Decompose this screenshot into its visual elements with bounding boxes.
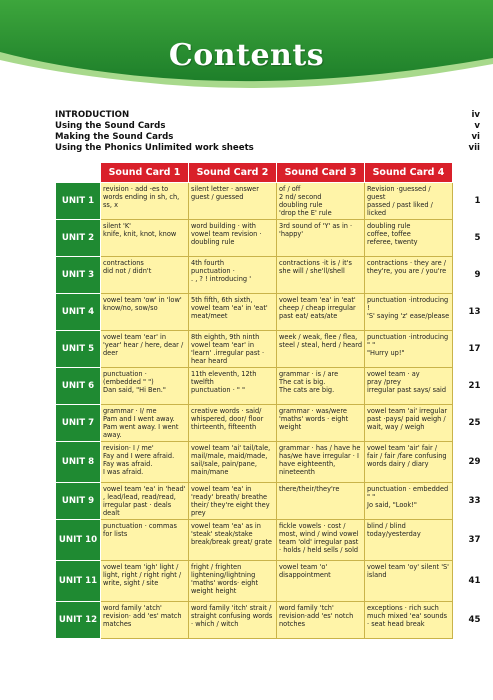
intro-list bbox=[55, 110, 480, 154]
lesson-text: 8th eighth, 9th ninth vowel team 'ear' in 'learn' .irregular past · hear heard bbox=[191, 333, 265, 365]
unit-label: UNIT 6 bbox=[56, 368, 101, 405]
lesson-text: grammar · I/ me Pam and I went away. Pam went away. I went away. bbox=[103, 407, 179, 439]
lesson-text: there/their/they're bbox=[279, 485, 340, 493]
lesson-text: vowel team 'o' disappointment bbox=[279, 563, 331, 579]
lesson-text: doubling rule coffee, toffee referee, twenty bbox=[367, 222, 418, 246]
lesson-cell bbox=[277, 368, 365, 405]
lesson-cell bbox=[365, 220, 453, 257]
lesson-text: 11th eleventh, 12th twelfth punctuation · " " bbox=[191, 370, 257, 394]
lesson-cell bbox=[277, 294, 365, 331]
lesson-text: word family 'atch' revision· add 'es' match matches bbox=[103, 604, 182, 628]
lesson-text: fright / frighten lightening/lightning 'maths' words· eight weight height bbox=[191, 563, 259, 595]
lesson-text: 4th fourth punctuation · . , ? ! introducing ' bbox=[191, 259, 252, 283]
unit-page-number[interactable]: 45 bbox=[453, 602, 481, 639]
lesson-cell bbox=[365, 442, 453, 483]
lesson-text: vowel team 'ea' in 'head' , lead/lead, read/read, irregular past · deals dealt bbox=[103, 485, 186, 517]
intro-label: Making the Sound Cards bbox=[55, 132, 174, 142]
lesson-cell bbox=[189, 442, 277, 483]
lesson-text: vowel team 'ea' as in 'steak' steak/stake break/break great/ grate bbox=[191, 522, 272, 546]
lesson-cell bbox=[189, 405, 277, 442]
unit-page-number[interactable]: 29 bbox=[453, 442, 481, 483]
unit-label: UNIT 5 bbox=[56, 331, 101, 368]
unit-page-number[interactable]: 13 bbox=[453, 294, 481, 331]
unit-label: UNIT 3 bbox=[56, 257, 101, 294]
lesson-cell bbox=[277, 561, 365, 602]
lesson-text: vowel team 'air' fair / fair / fair /fare confusing words dairy / diary bbox=[367, 444, 447, 468]
unit-page-number[interactable]: 17 bbox=[453, 331, 481, 368]
lesson-text: silent 'K' knife, knit, knot, know bbox=[103, 222, 177, 238]
lesson-text: grammar · is / are The cat is big. The cats are big. bbox=[279, 370, 339, 394]
lesson-cell bbox=[101, 257, 189, 294]
header-sound-card-2: Sound Card 2 bbox=[189, 163, 277, 183]
lesson-text: word family 'itch' strait / straight confusing words · which / witch bbox=[191, 604, 273, 628]
lesson-text: vowel team 'oy' silent 'S' island bbox=[367, 563, 450, 579]
lesson-text: fickle vowels · cost / most, wind / wind vowel team 'old' irregular past · holds / held sells / sold bbox=[279, 522, 359, 554]
lesson-text: vowel team 'ow' in 'low' know/no, sow/so bbox=[103, 296, 182, 312]
lesson-cell bbox=[189, 331, 277, 368]
intro-row[interactable] bbox=[55, 132, 480, 143]
lesson-cell bbox=[189, 183, 277, 220]
lesson-cell bbox=[277, 183, 365, 220]
lesson-cell bbox=[365, 483, 453, 520]
table-row bbox=[56, 257, 481, 294]
contents-table bbox=[55, 162, 481, 639]
lesson-cell bbox=[101, 483, 189, 520]
lesson-text: punctuation · commas for lists bbox=[103, 522, 177, 538]
lesson-cell bbox=[101, 294, 189, 331]
intro-page-number: iv bbox=[471, 110, 480, 120]
intro-label: Using the Phonics Unlimited work sheets bbox=[55, 143, 254, 153]
lesson-text: revision · add -es to words ending in sh, ch, ss, x bbox=[103, 185, 180, 209]
lesson-text: vowel team 'ea' in 'ready' breath/ breathe their/ they're eight they prey bbox=[191, 485, 270, 517]
header-sound-card-3: Sound Card 3 bbox=[277, 163, 365, 183]
table-header-row bbox=[56, 163, 481, 183]
table-row bbox=[56, 405, 481, 442]
lesson-cell bbox=[277, 483, 365, 520]
lesson-text: vowel team 'ea' in 'eat' cheep / cheap irregular past eat/ eats/ate bbox=[279, 296, 356, 320]
lesson-cell bbox=[365, 257, 453, 294]
unit-page-number[interactable]: 1 bbox=[453, 183, 481, 220]
unit-page-number[interactable]: 21 bbox=[453, 368, 481, 405]
intro-label: INTRODUCTION bbox=[55, 110, 130, 120]
lesson-text: word family 'tch' revision·add 'es' notch notches bbox=[279, 604, 354, 628]
lesson-text: grammar · was/were 'maths' words · eight weight bbox=[279, 407, 349, 431]
lesson-cell bbox=[365, 405, 453, 442]
lesson-cell bbox=[189, 220, 277, 257]
lesson-cell bbox=[101, 183, 189, 220]
lesson-text: vowel team · ay pray /prey irregular past says/ said bbox=[367, 370, 447, 394]
lesson-cell bbox=[365, 183, 453, 220]
lesson-cell bbox=[277, 602, 365, 639]
unit-label: UNIT 9 bbox=[56, 483, 101, 520]
unit-page-number[interactable]: 33 bbox=[453, 483, 481, 520]
unit-label: UNIT 4 bbox=[56, 294, 101, 331]
lesson-cell bbox=[189, 257, 277, 294]
lesson-cell bbox=[101, 561, 189, 602]
lesson-text: punctuation · (embedded " ") Dan said, "Hi Ben." bbox=[103, 370, 166, 394]
lesson-text: vowel team 'ear' in 'year' hear / here, dear / deer bbox=[103, 333, 184, 357]
lesson-cell bbox=[189, 294, 277, 331]
table-row bbox=[56, 520, 481, 561]
lesson-cell bbox=[189, 561, 277, 602]
lesson-text: contractions did not / didn't bbox=[103, 259, 152, 275]
unit-label: UNIT 2 bbox=[56, 220, 101, 257]
lesson-cell bbox=[189, 602, 277, 639]
unit-label: UNIT 10 bbox=[56, 520, 101, 561]
table-row bbox=[56, 220, 481, 257]
unit-page-number[interactable]: 5 bbox=[453, 220, 481, 257]
lesson-cell bbox=[277, 257, 365, 294]
table-row bbox=[56, 442, 481, 483]
lesson-cell bbox=[189, 368, 277, 405]
lesson-cell bbox=[277, 520, 365, 561]
header-sound-card-1: Sound Card 1 bbox=[101, 163, 189, 183]
table-row bbox=[56, 331, 481, 368]
intro-row[interactable] bbox=[55, 110, 480, 121]
table-row bbox=[56, 602, 481, 639]
lesson-text: vowel team 'ai' irregular past ·pays/ paid weigh / wait, way / weigh bbox=[367, 407, 448, 431]
lesson-text: vowel team 'ai' tail/tale, mail/male, maid/made, sail/sale, pain/pane, main/mane bbox=[191, 444, 271, 476]
unit-label: UNIT 12 bbox=[56, 602, 101, 639]
lesson-cell bbox=[365, 561, 453, 602]
page-title: Contents bbox=[168, 38, 325, 73]
lesson-cell bbox=[101, 442, 189, 483]
lesson-text: contractions · they are / they're, you are / you're bbox=[367, 259, 447, 275]
unit-page-number[interactable]: 37 bbox=[453, 520, 481, 561]
lesson-cell bbox=[101, 602, 189, 639]
lesson-text: punctuation ·introducing ! 'S' saying 'z' ease/please bbox=[367, 296, 450, 320]
lesson-cell bbox=[189, 483, 277, 520]
lesson-text: word building · with vowel team revision · doubling rule bbox=[191, 222, 262, 246]
lesson-text: punctuation ·introducing " " "Hurry up!" bbox=[367, 333, 449, 357]
lesson-text: week / weak, flee / flea, steel / steal, herd / heard bbox=[279, 333, 363, 349]
unit-label: UNIT 8 bbox=[56, 442, 101, 483]
unit-label: UNIT 1 bbox=[56, 183, 101, 220]
lesson-cell bbox=[101, 368, 189, 405]
lesson-text: contractions ·it is / it's she will / she'll/shell bbox=[279, 259, 352, 275]
unit-label: UNIT 7 bbox=[56, 405, 101, 442]
lesson-text: blind / blind today/yesterday bbox=[367, 522, 421, 538]
table-row bbox=[56, 183, 481, 220]
intro-row[interactable] bbox=[55, 143, 480, 154]
intro-page-number: vii bbox=[468, 143, 480, 153]
lesson-text: silent letter · answer guest / guessed bbox=[191, 185, 259, 201]
lesson-text: Revision ·guessed / guest passed / past liked / licked bbox=[367, 185, 433, 217]
table-row bbox=[56, 483, 481, 520]
lesson-cell bbox=[365, 602, 453, 639]
table-row bbox=[56, 368, 481, 405]
lesson-cell bbox=[365, 520, 453, 561]
lesson-cell bbox=[365, 331, 453, 368]
lesson-text: creative words · said/ whispered, door/ floor thirteenth, fifteenth bbox=[191, 407, 264, 431]
unit-label: UNIT 11 bbox=[56, 561, 101, 602]
lesson-cell bbox=[101, 405, 189, 442]
lesson-cell bbox=[101, 331, 189, 368]
lesson-cell bbox=[101, 220, 189, 257]
lesson-text: grammar · has / have he has/we have irregular · I have eighteenth, nineteenth bbox=[279, 444, 361, 476]
header-sound-card-4: Sound Card 4 bbox=[365, 163, 453, 183]
header-blank bbox=[56, 163, 101, 183]
lesson-text: revision· I / me' Fay and I were afraid. Fay was afraid. I was afraid. bbox=[103, 444, 175, 476]
lesson-cell bbox=[189, 520, 277, 561]
lesson-cell bbox=[277, 442, 365, 483]
table-row bbox=[56, 561, 481, 602]
table-row bbox=[56, 294, 481, 331]
intro-page-number: vi bbox=[471, 132, 480, 142]
intro-page-number: v bbox=[474, 121, 480, 131]
lesson-cell bbox=[277, 331, 365, 368]
intro-row[interactable] bbox=[55, 121, 480, 132]
lesson-text: of / off 2 nd/ second doubling rule 'drop the E' rule bbox=[279, 185, 332, 217]
lesson-cell bbox=[277, 220, 365, 257]
lesson-cell bbox=[277, 405, 365, 442]
unit-page-number[interactable]: 9 bbox=[453, 257, 481, 294]
intro-label: Using the Sound Cards bbox=[55, 121, 166, 131]
lesson-cell bbox=[365, 294, 453, 331]
lesson-text: 3rd sound of 'Y' as in · 'happy' bbox=[279, 222, 353, 238]
header-page-blank bbox=[453, 163, 481, 183]
unit-page-number[interactable]: 41 bbox=[453, 561, 481, 602]
lesson-text: vowel team 'igh' light / light, right / right right / write, sight / site bbox=[103, 563, 182, 587]
lesson-cell bbox=[365, 368, 453, 405]
lesson-text: punctuation · embedded " " Jo said, "Look!" bbox=[367, 485, 449, 509]
lesson-text: 5th fifth, 6th sixth, vowel team 'ea' in 'eat' meat/meet bbox=[191, 296, 268, 320]
lesson-text: exceptions · rich such much mixed 'ea' sounds · seat head break bbox=[367, 604, 448, 628]
lesson-cell bbox=[101, 520, 189, 561]
unit-page-number[interactable]: 25 bbox=[453, 405, 481, 442]
